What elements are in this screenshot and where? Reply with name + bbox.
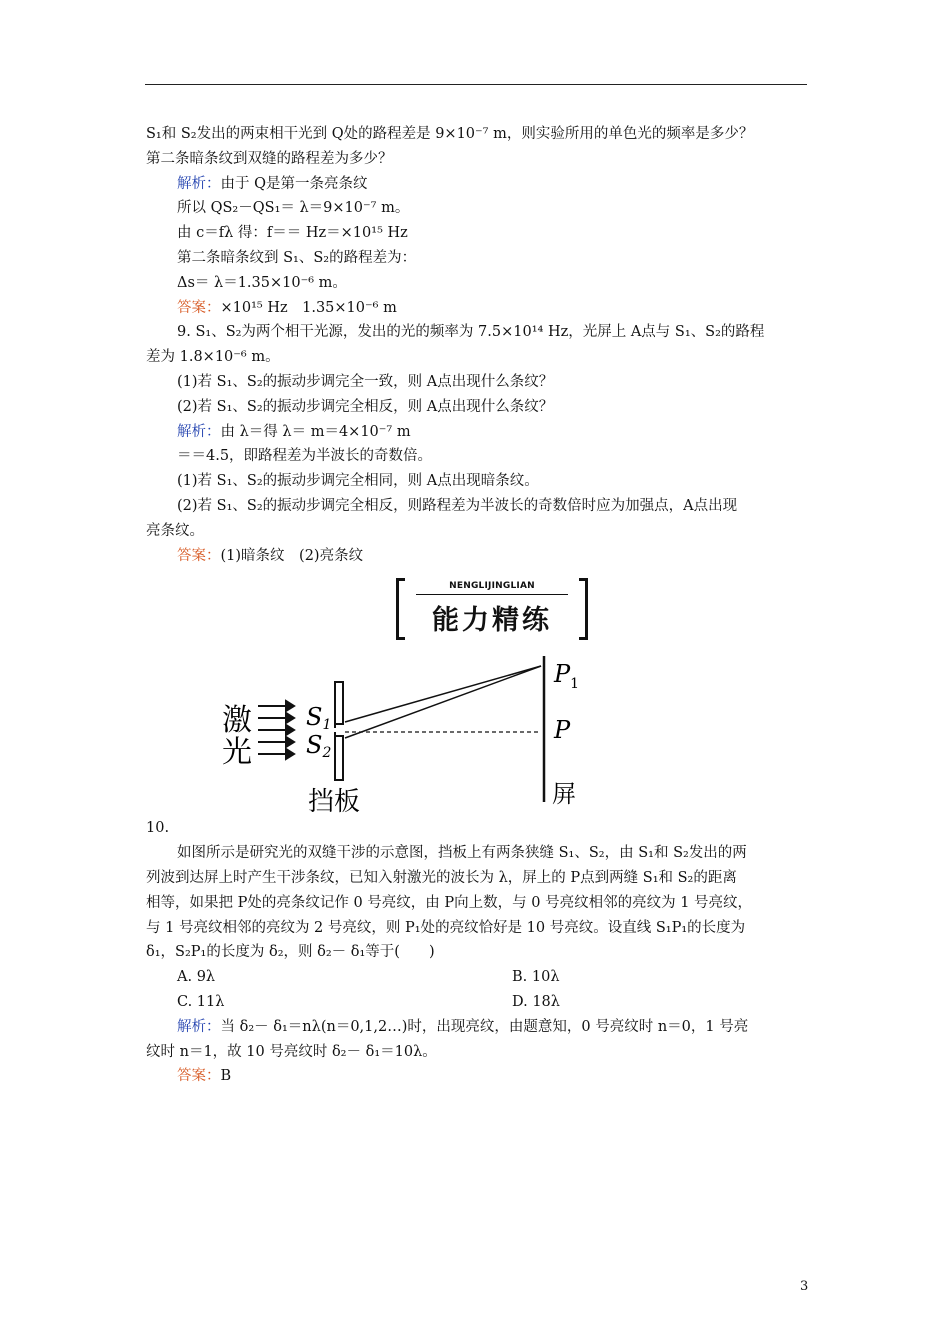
screen-label: 屏 [552,780,576,808]
header-rule [145,84,807,85]
solution-label: 解析： [177,175,221,192]
text-line: 相等，如果把 P处的亮条纹记作 0 号亮纹，由 P向上数，与 0 号亮纹相邻的亮纹为 1 号亮纹， [146,894,753,911]
option-a: A. 9λ [177,969,216,986]
double-slit-diagram [220,652,600,822]
laser-label-1: 激 [222,703,252,738]
text-line: 解析：由于 Q是第一条亮条纹 [177,175,368,192]
text-line: 亮条纹。 [146,522,204,539]
banner-title: 能力精练 [432,605,552,636]
answer-label: 答案： [177,547,221,564]
text-line: 解析：由 λ＝得 λ＝ m＝4×10⁻⁷ m [177,423,411,440]
banner-pinyin: NENGLIJINGLIAN [449,581,535,591]
options-row [146,990,812,1015]
text-line: δ₁，S₂P₁的长度为 δ₂，则 δ₂－ δ₁等于( ) [146,944,435,961]
laser-label-2: 光 [222,735,252,770]
baffle [335,682,343,780]
text-line: 答案：(1)暗条纹 (2)亮条纹 [177,547,364,564]
answer-label: 答案： [177,1068,221,1085]
text-line: 第二条暗条纹到双缝的路程差为多少？ [146,150,393,167]
banner-rule [416,594,568,595]
text-line: (1)若 S₁、S₂的振动步调完全相同，则 A点出现暗条纹。 [177,473,539,490]
laser-arrows [258,701,294,759]
text-line: (1)若 S₁、S₂的振动步调完全一致，则 A点出现什么条纹？ [177,373,554,390]
section-banner [396,578,588,638]
answer-label: 答案： [177,299,221,316]
text-line: 差为 1.8×10⁻⁶ m。 [146,349,280,366]
text-line: S₁和 S₂发出的两束相干光到 Q处的路程差是 9×10⁻⁷ m，则实验所用的单色光的频率是多少？ [146,126,754,142]
page-number: 3 [800,1279,809,1294]
text-line: Δs＝ λ＝1.35×10⁻⁶ m。 [177,274,347,291]
option-c: C. 11λ [177,993,225,1010]
solution-label: 解析： [177,423,221,440]
answer-value: B [220,1068,232,1085]
question-number: 10. [146,820,170,837]
p1-label: $P_1$ [554,660,580,692]
text-line: 与 1 号亮纹相邻的亮纹为 2 号亮纹，则 P₁处的亮纹恰好是 10 号亮纹。设直线 S₁P₁的长度为 [146,919,746,936]
s1-label: S1 [306,703,332,733]
option-d: D. 18λ [512,993,560,1010]
text-line: 解析：当 δ₂－ δ₁＝nλ(n＝0,1,2…)时，出现亮纹，由题意知，0 号亮纹时 n＝0，1 号亮 [177,1018,749,1035]
text-line: 列波到达屏上时产生干涉条纹，已知入射激光的波长为 λ，屏上的 P点到两缝 S₁和 S₂的距离 [146,869,737,886]
s2-label: S2 [306,731,332,761]
ray-s1-p1 [345,666,541,722]
text-line: 答案：×10¹⁵ Hz 1.35×10⁻⁶ m [177,299,397,316]
option-b: B. 10λ [512,969,560,986]
text-line: ＝＝4.5，即路程差为半波长的奇数倍。 [177,448,433,465]
text-line: 9. S₁、S₂为两个相干光源，发出的光的频率为 7.5×10¹⁴ Hz，光屏上 A点与 S₁、S₂的路程 [177,324,765,341]
text-line: 所以 QS₂－QS₁＝ λ＝9×10⁻⁷ m。 [177,200,410,217]
solution-label: 解析： [177,1018,221,1035]
text-line: 如图所示是研究光的双缝干涉的示意图，挡板上有两条狭缝 S₁、S₂，由 S₁和 S₂发出的两 [177,845,747,862]
text-line: 第二条暗条纹到 S₁、S₂的路程差为： [177,249,417,266]
p-label: P [554,716,571,744]
options-row [146,965,812,990]
text-line [146,1064,812,1089]
text-line: 纹时 n＝1，故 10 号亮纹时 δ₂－ δ₁＝10λ。 [146,1043,437,1060]
text-line: 由 c＝fλ 得：f＝＝ Hz＝×10¹⁵ Hz [177,225,408,242]
text-line: (2)若 S₁、S₂的振动步调完全相反，则 A点出现什么条纹？ [177,398,554,415]
baffle-label: 挡板 [308,787,361,817]
text-line: (2)若 S₁、S₂的振动步调完全相反，则路程差为半波长的奇数倍时应为加强点，A点出现 [177,497,738,514]
ray-s2-p1 [345,666,541,738]
